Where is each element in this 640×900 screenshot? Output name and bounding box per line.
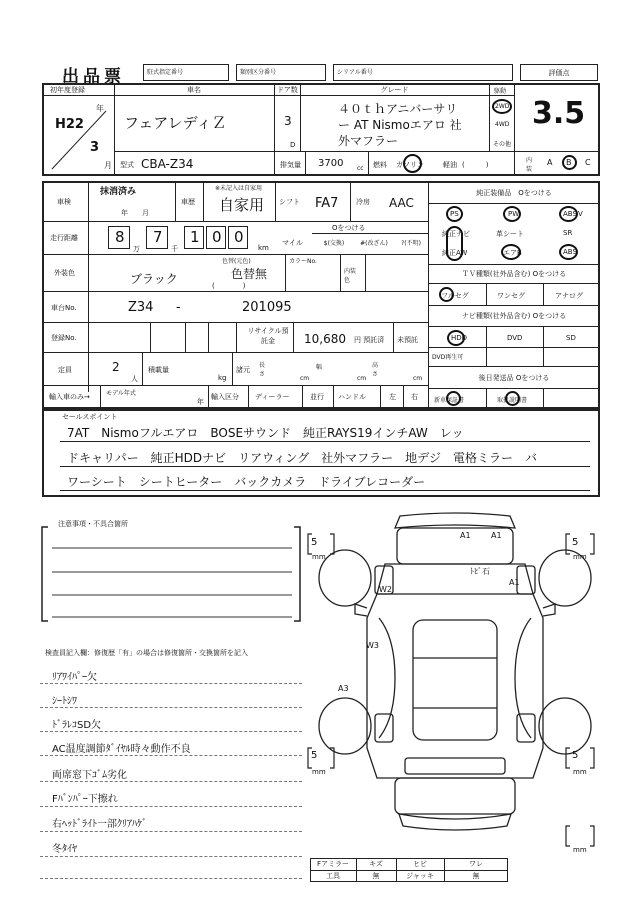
interior-grade-circle bbox=[562, 155, 577, 170]
tread-rl: 5 bbox=[311, 750, 318, 761]
inspection-status: 抹消済み bbox=[100, 187, 137, 197]
capacity: 2 bbox=[112, 360, 120, 374]
category-number-field: 類別区分番号 bbox=[236, 64, 326, 81]
chassis-prefix: Z34 bbox=[128, 300, 154, 315]
sales-point-line: ワーシート シートヒーター バックカメラ ドライブレコーダー bbox=[67, 475, 426, 489]
first-reg-month: 3 bbox=[90, 140, 100, 155]
documents-title: 後日発送品 Oをつける bbox=[478, 374, 550, 382]
doors-value: 3 bbox=[284, 114, 292, 128]
damage-mark: ﾄﾋﾞ石 bbox=[470, 567, 490, 576]
sales-point-line: ドキャリパー 純正HDDナビ リアウィング 社外マフラー 地デジ 電格ミラー バ bbox=[67, 451, 537, 465]
diagonal-divider bbox=[44, 101, 112, 173]
damage-mark: A1 bbox=[509, 578, 520, 587]
fuel-gasoline: ガソリン bbox=[396, 161, 424, 169]
mileage-digit: 8 bbox=[115, 228, 125, 246]
tread-brackets bbox=[302, 528, 602, 858]
grade-line-2: ー AT Nismoエアロ 社 bbox=[338, 118, 462, 132]
recycle-amount: 10,680 bbox=[304, 332, 346, 346]
lot-number-field: 駐式指定番号 bbox=[143, 64, 229, 81]
ac-value: AAC bbox=[389, 196, 414, 210]
first-reg-label: 初年度登録 bbox=[50, 86, 85, 94]
first-reg-year: H22 bbox=[55, 117, 84, 132]
defect-note: 両席窓下ｺﾞﾑ劣化 bbox=[52, 770, 127, 781]
grade-line-3: 外マフラー bbox=[338, 134, 399, 148]
eval-label-box: 評価点 bbox=[520, 64, 598, 81]
chassis-number: 201095 bbox=[242, 300, 292, 315]
defect-note: 冬ﾀｲﾔ bbox=[52, 844, 77, 855]
shift-value: FA7 bbox=[315, 196, 339, 211]
mileage-digit: 1 bbox=[190, 228, 200, 246]
notes-label: 注意事項・不具合箇所 bbox=[58, 520, 128, 528]
vehicle-use: 自家用 bbox=[219, 196, 265, 214]
grade-line-1: ４０ｔｈアニバーサリ bbox=[338, 102, 458, 116]
tread-fr: 5 bbox=[572, 537, 579, 548]
defect-note: ﾄﾞﾗﾚｺSD欠 bbox=[52, 720, 102, 731]
sales-point-line: 7AT Nismoフルエアロ BOSEサウンド 純正RAYS19インチAW レッ bbox=[67, 426, 464, 440]
damage-mark: W3 bbox=[366, 641, 379, 650]
defect-note: ﾘｱﾜｲﾊﾟｰ欠 bbox=[52, 672, 97, 683]
eval-score: 3.5 bbox=[532, 96, 586, 131]
drive-2wd: 2WD bbox=[495, 103, 510, 110]
defect-note: 右ﾍｯﾄﾞﾗｲﾄ一部ｸﾘｱﾊｹﾞ bbox=[52, 819, 147, 830]
notes-bracket bbox=[40, 525, 302, 625]
defect-note: Fﾊﾞﾝﾊﾟｰ下擦れ bbox=[52, 794, 118, 805]
mileage-digit: 0 bbox=[234, 228, 244, 246]
mileage-digit: 0 bbox=[212, 228, 222, 246]
model-code: CBA-Z34 bbox=[141, 157, 194, 171]
serial-number-field: シリアル番号 bbox=[333, 64, 513, 81]
oem-equipment-title: 純正装備品 Oをつける bbox=[476, 189, 552, 197]
displacement: 3700 bbox=[318, 158, 344, 169]
defect-note: ｼｰﾄｼﾜ bbox=[52, 696, 77, 707]
fuel-circle bbox=[403, 154, 422, 173]
tread-fl: 5 bbox=[311, 537, 318, 548]
tv-type-title: ＴＶ種類(社外品含む) Oをつける bbox=[461, 270, 567, 278]
inspector-label: 検査員記入欄：修復歴「有」の場合は修復箇所・交換箇所を記入 bbox=[45, 649, 248, 657]
mileage-digit: 7 bbox=[153, 228, 163, 246]
color-change: 色替無 bbox=[231, 267, 268, 281]
vehicle-name: フェアレディＺ bbox=[124, 114, 227, 132]
page-title: 出品票 bbox=[62, 67, 125, 87]
damage-mark: A1 bbox=[460, 531, 471, 540]
damage-mark: A3 bbox=[338, 684, 349, 693]
defect-note: AC温度調節ﾀﾞｲﾔﾙ時々動作不良 bbox=[52, 744, 191, 755]
exterior-color: ブラック bbox=[130, 272, 178, 286]
nav-type-title: ナビ種類(社外品含む) Oをつける bbox=[461, 312, 567, 320]
damage-mark: W2 bbox=[379, 585, 392, 594]
tread-rr: 5 bbox=[572, 750, 579, 761]
drive-2wd-circle bbox=[492, 99, 512, 114]
damage-mark: A1 bbox=[491, 531, 502, 540]
